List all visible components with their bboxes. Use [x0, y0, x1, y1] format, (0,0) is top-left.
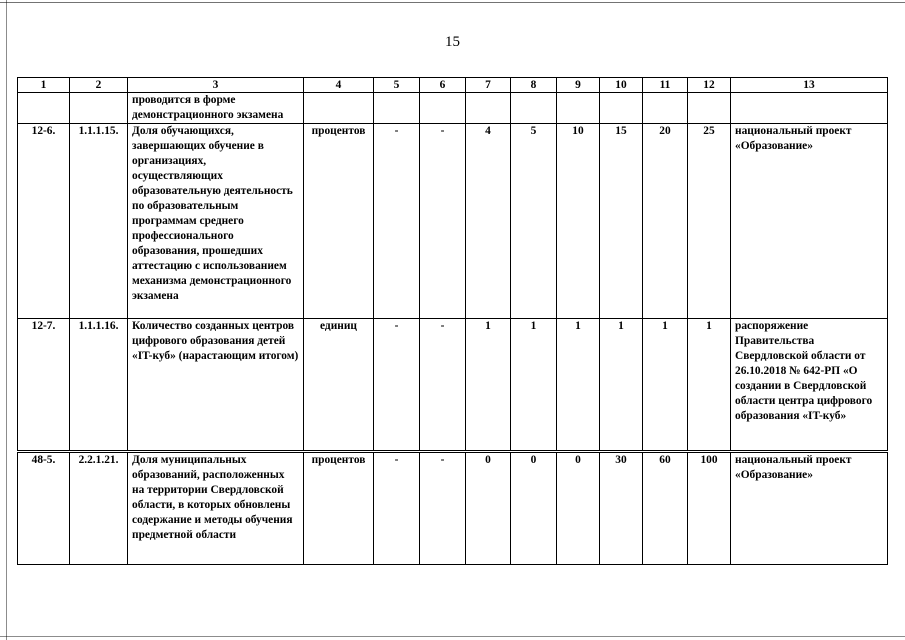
- source-cell: распоряжение Правительства Свердловской области от 26.10.2018 № 642-РП «О создании в Свердловской области центра цифрового образования «IT-куб»: [731, 319, 888, 452]
- value-cell: 0: [511, 452, 557, 565]
- value-cell: 5: [511, 124, 557, 319]
- value-cell: 1: [511, 319, 557, 452]
- unit-cell: [304, 93, 374, 124]
- code-cell: 2.2.1.21.: [70, 452, 128, 565]
- header-cell: 12: [688, 78, 731, 93]
- scan-bottom-edge: [0, 636, 905, 637]
- value-cell: 1: [643, 319, 688, 452]
- row-number-cell: 48-5.: [18, 452, 70, 565]
- value-cell: -: [374, 452, 420, 565]
- unit-cell: процентов: [304, 452, 374, 565]
- header-cell: 6: [420, 78, 466, 93]
- indicators-table: [17, 77, 888, 565]
- value-cell: 0: [557, 452, 600, 565]
- header-cell: 7: [466, 78, 511, 93]
- value-cell: 1: [557, 319, 600, 452]
- header-cell: 10: [600, 78, 643, 93]
- header-cell: 11: [643, 78, 688, 93]
- value-cell: -: [420, 452, 466, 565]
- value-cell: 15: [600, 124, 643, 319]
- header-cell: 9: [557, 78, 600, 93]
- row-number-cell: 12-7.: [18, 319, 70, 452]
- code-cell: [70, 93, 128, 124]
- table-row: [18, 319, 888, 452]
- indicator-cell: Количество созданных центров цифрового образования детей «IT-куб» (нарастающим итогом): [128, 319, 304, 452]
- header-cell: 13: [731, 78, 888, 93]
- value-cell: 20: [643, 124, 688, 319]
- unit-cell: процентов: [304, 124, 374, 319]
- value-cell: 100: [688, 452, 731, 565]
- header-cell: 8: [511, 78, 557, 93]
- scan-top-edge: [0, 2, 905, 3]
- value-cell: 1: [688, 319, 731, 452]
- table-row: [18, 93, 888, 124]
- header-cell: 3: [128, 78, 304, 93]
- header-cell: 1: [18, 78, 70, 93]
- value-cell: 30: [600, 452, 643, 565]
- row-number-cell: 12-6.: [18, 124, 70, 319]
- value-cell: [688, 93, 731, 124]
- value-cell: [643, 93, 688, 124]
- source-cell: национальный проект «Образование»: [731, 124, 888, 319]
- table-row: [18, 452, 888, 565]
- value-cell: [600, 93, 643, 124]
- value-cell: 1: [466, 319, 511, 452]
- value-cell: 60: [643, 452, 688, 565]
- value-cell: [374, 93, 420, 124]
- indicator-cell: Доля муниципальных образований, расположенных на территории Свердловской области, в которых обновлены содержание и методы обучения предметной области: [128, 452, 304, 565]
- value-cell: [420, 93, 466, 124]
- unit-cell: единиц: [304, 319, 374, 452]
- header-cell: 2: [70, 78, 128, 93]
- value-cell: -: [420, 124, 466, 319]
- indicator-cell: Доля обучающихся, завершающих обучение в организациях, осуществляющих образовательную деятельность по образовательным программам среднего профессионального образования, прошедших аттестацию с использованием механизма демонстрационного экзамена: [128, 124, 304, 319]
- value-cell: -: [374, 124, 420, 319]
- source-cell: [731, 93, 888, 124]
- value-cell: [511, 93, 557, 124]
- header-cell: 4: [304, 78, 374, 93]
- value-cell: 0: [466, 452, 511, 565]
- value-cell: -: [374, 319, 420, 452]
- value-cell: -: [420, 319, 466, 452]
- value-cell: 10: [557, 124, 600, 319]
- value-cell: [557, 93, 600, 124]
- row-number-cell: [18, 93, 70, 124]
- value-cell: 1: [600, 319, 643, 452]
- source-cell: национальный проект «Образование»: [731, 452, 888, 565]
- indicator-cell: проводится в форме демонстрационного экзамена: [128, 93, 304, 124]
- value-cell: 25: [688, 124, 731, 319]
- table-row: [18, 124, 888, 319]
- code-cell: 1.1.1.16.: [70, 319, 128, 452]
- scan-left-edge: [6, 0, 7, 640]
- page-number: 15: [445, 34, 460, 50]
- header-cell: 5: [374, 78, 420, 93]
- value-cell: [466, 93, 511, 124]
- value-cell: 4: [466, 124, 511, 319]
- code-cell: 1.1.1.15.: [70, 124, 128, 319]
- column-number-header: [18, 78, 888, 93]
